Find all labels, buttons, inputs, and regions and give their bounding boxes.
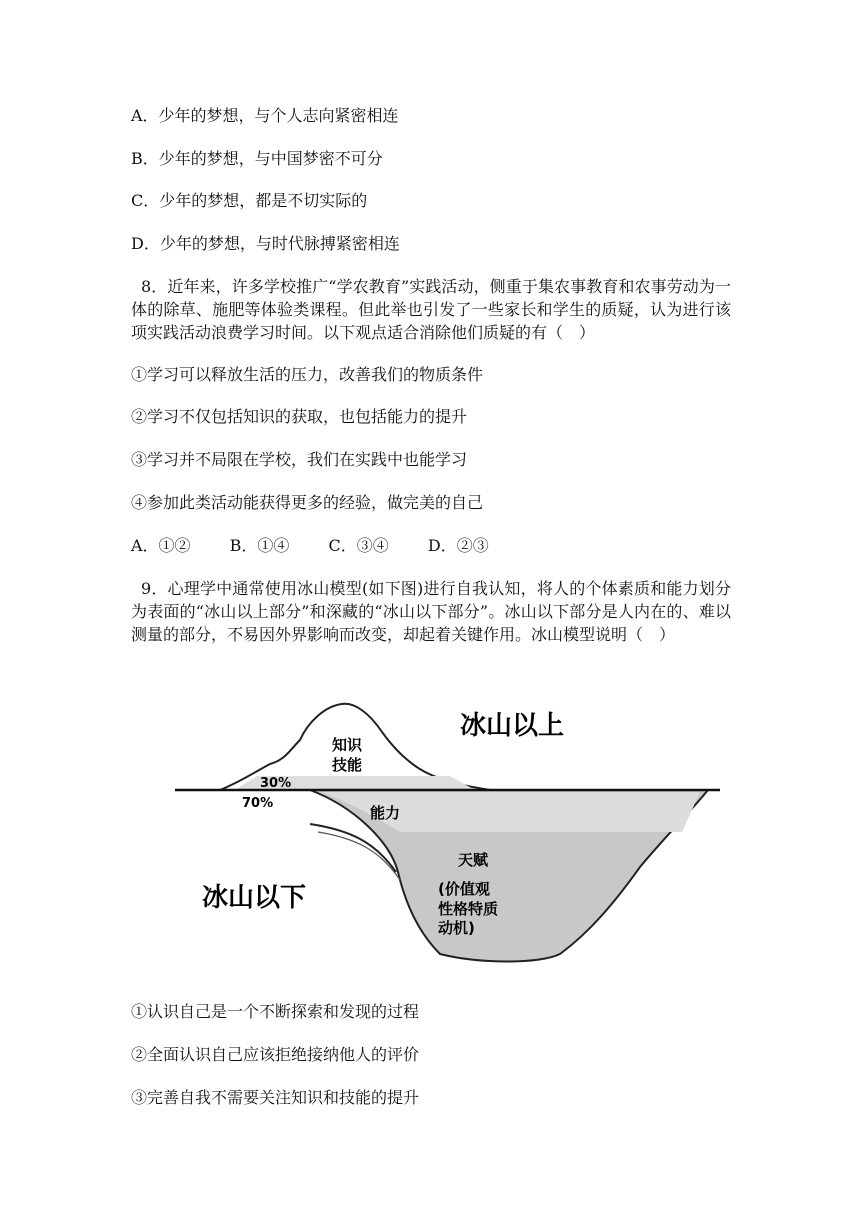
q8-choice-b: B．①④: [229, 536, 290, 555]
inner-label-1: (价值观: [438, 880, 490, 898]
q9-statement-1: ①认识自己是一个不断探索和发现的过程: [131, 1002, 420, 1021]
q8-statement-2: ②学习不仅包括知识的获取，也包括能力的提升: [131, 407, 468, 426]
pct-below: 70%: [242, 796, 274, 811]
q8-stem: [131, 275, 731, 344]
q9-stem-text: 9．心理学中通常使用冰山模型(如下图)进行自我认知，将人的个体素质和能力划分为表面的“冰山以上部分”和深藏的“冰山以下部分”。冰山以下部分是人内在的、难以测量的部分，不易因外界影响而改变，却起着关键作用。冰山模型说明（ ）: [131, 579, 731, 644]
talent-label: 天赋: [458, 851, 489, 869]
q7-option-d: D．少年的梦想，与时代脉搏紧密相连: [131, 234, 400, 253]
q8-stem-text: 8．近年来，许多学校推广“学农教育”实践活动，侧重于集农事教育和农事劳动为一体的除草、施肥等体验类课程。但此举也引发了一些家长和学生的质疑，认为进行该项实践活动浪费学习时间。以下观点适合消除他们质疑的有（ ）: [131, 277, 731, 342]
ability-label: 能力: [370, 804, 401, 822]
below-label: 冰山以下: [202, 883, 307, 913]
q9-statement-2: ②全面认识自己应该拒绝接纳他人的评价: [131, 1045, 420, 1064]
q8-choice-d: D．②③: [427, 536, 489, 555]
q8-choices: [131, 535, 523, 557]
iceberg-figure: [160, 692, 730, 970]
q8-choice-c: C．③④: [328, 536, 389, 555]
above-label: 冰山以上: [460, 711, 565, 741]
q7-option-b: B．少年的梦想，与中国梦密不可分: [131, 149, 383, 168]
q9-stem: [131, 577, 731, 646]
q8-statement-3: ③学习并不局限在学校，我们在实践中也能学习: [131, 450, 468, 469]
tip-label-1: 知识: [332, 736, 363, 754]
tip-label-2: 技能: [332, 756, 363, 774]
q7-option-c: C．少年的梦想，都是不切实际的: [131, 191, 368, 210]
q9-statement-3: ③完善自我不需要关注知识和技能的提升: [131, 1088, 420, 1107]
inner-label-3: 动机): [438, 919, 475, 937]
pct-above: 30%: [260, 776, 292, 791]
inner-label-2: 性格特质: [438, 900, 499, 918]
q8-statement-4: ④参加此类活动能获得更多的经验，做完美的自己: [131, 493, 484, 512]
q8-choice-a: A．①②: [131, 536, 191, 555]
q7-option-a: A．少年的梦想，与个人志向紧密相连: [131, 106, 399, 125]
q8-statement-1: ①学习可以释放生活的压力，改善我们的物质条件: [131, 365, 484, 384]
